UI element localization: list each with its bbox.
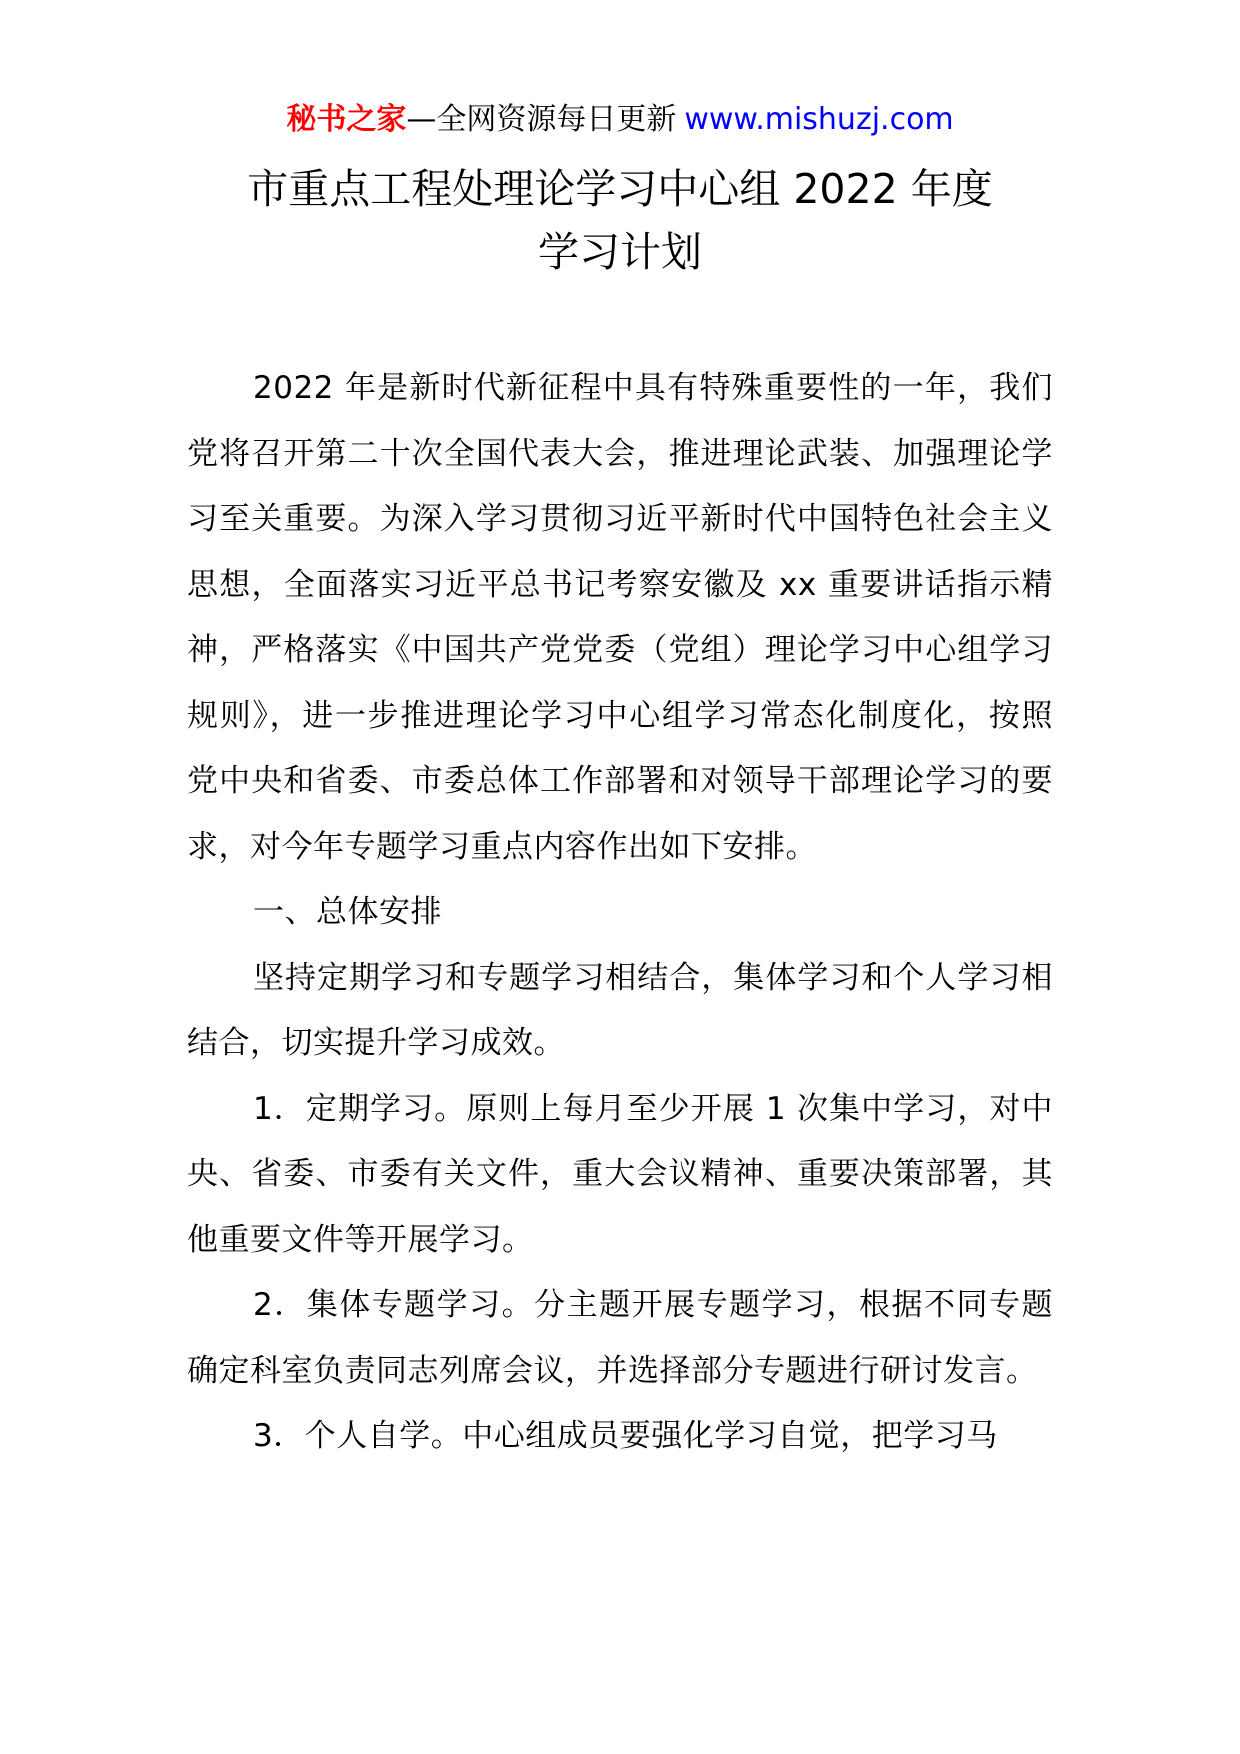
body-paragraph: 坚持定期学习和专题学习相结合，集体学习和个人学习相结合，切实提升学习成效。: [187, 959, 1053, 1061]
document-title: [0, 158, 1240, 284]
title-line-1: 市重点工程处理论学习中心组 2022 年度: [247, 165, 993, 213]
watermark-header: [0, 97, 1240, 143]
list-item-1: 1．定期学习。原则上每月至少开展 1 次集中学习，对中央、省委、市委有关文件，重大会议精神、重要决策部署，其他重要文件等开展学习。: [187, 1090, 1053, 1258]
title-line-2: 学习计划: [538, 228, 702, 276]
header-slogan: —全网资源每日更新: [406, 102, 677, 137]
document-body: [187, 356, 1053, 1470]
brand-name: 秘书之家: [286, 102, 407, 137]
list-item-3: 3．个人自学。中心组成员要强化学习自觉，把学习马: [253, 1418, 998, 1454]
list-item-2: 2．集体专题学习。分主题开展专题学习，根据不同专题确定科室负责同志列席会议，并选择部分专题进行研讨发言。: [187, 1287, 1053, 1389]
intro-paragraph: 2022 年是新时代新征程中具有特殊重要性的一年，我们党将召开第二十次全国代表大会，推进理论武装、加强理论学习至关重要。为深入学习贯彻习近平新时代中国特色社会主义思想，全面落实习近平总书记考察安徽及 xx 重要讲话指示精神，严格落实《中国共产党党委（党组）理论学习中心组学习规则》，进一步推进理论学习中心组学习常态化制度化，按照党中央和省委、市委总体工作部署和对领导干部理论学习的要求，对今年专题学习重点内容作出如下安排。: [187, 370, 1053, 865]
site-url-link[interactable]: www.mishuzj.com: [684, 102, 954, 137]
section-heading: 一、总体安排: [253, 894, 442, 930]
